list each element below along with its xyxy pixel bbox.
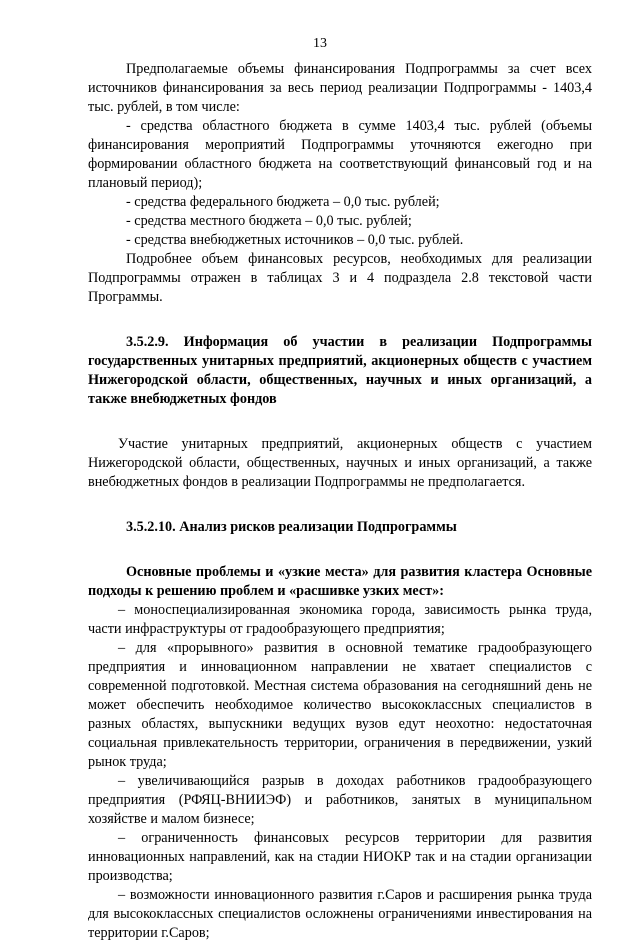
financing-item-regional: - средства областного бюджета в сумме 1403,4 тыс. рублей (объемы финансирования мероприятий Подпрограммы уточняются ежегодно при формировании областного бюджета на соответствующий финансовый год и на плановый период); — [88, 118, 592, 191]
risk-item-income-gap: – увеличивающийся разрыв в доходах работников градообразующего предприятия (РФЯЦ-ВНИИЭФ) и работников, занятых в муниципальном хозяйстве и малом бизнесе; — [88, 773, 592, 827]
financing-block — [88, 60, 592, 307]
section-participation-heading: 3.5.2.9. Информация об участии в реализации Подпрограммы государственных унитарных предприятий, акционерных обществ с участием Нижегородской области, общественных, научных и иных организаций, а также внебюджетных фондов — [88, 334, 592, 407]
financing-item-local: - средства местного бюджета – 0,0 тыс. рублей; — [126, 213, 412, 229]
risk-item-monospecialized: – моноспециализированная экономика города, зависимость рынка труда, части инфраструктуры от градообразующего предприятия; — [88, 602, 592, 637]
section-risks-subheading: Основные проблемы и «узкие места» для развития кластера Основные подходы к решению проблем и «расшивке узких мест»: — [88, 564, 592, 599]
financing-item-extrabudgetary: - средства внебюджетных источников – 0,0 тыс. рублей. — [126, 232, 464, 248]
financing-item-federal: - средства федерального бюджета – 0,0 тыс. рублей; — [126, 194, 440, 210]
section-participation-text: Участие унитарных предприятий, акционерных обществ с участием Нижегородской области, общественных, научных и иных организаций, а также внебюджетных фондов в реализации Подпрограммы не предполагается. — [88, 436, 592, 490]
page-number: 13 — [313, 36, 327, 51]
section-risks-heading: 3.5.2.10. Анализ рисков реализации Подпрограммы — [126, 519, 457, 535]
risk-item-specialists: – для «прорывного» развития в основной тематике градообразующего предприятия и инновационном направлении не хватает специалистов с современной подготовкой. Местная система образования на сегодняшний день не может обеспечить необходимое количество высококлассных специалистов в разных областях, выпускники ведущих вузов едут неохотно: недостаточная социальная привлекательность территории, ограничения в передвижении, узкий рынок труда; — [88, 640, 592, 770]
financing-intro: Предполагаемые объемы финансирования Подпрограммы за счет всех источников финансирования за весь период реализации Подпрограммы - 1403,4 тыс. рублей, в том числе: — [88, 61, 592, 115]
risk-item-financial-resources: – ограниченность финансовых ресурсов территории для развития инновационных направлений, как на стадии НИОКР так и на стадии организации производства; — [88, 830, 592, 884]
risk-item-investment-limits: – возможности инновационного развития г.Саров и расширения рынка труда для высококлассных специалистов осложнены ограничениями инвестирования на территории г.Саров; — [88, 887, 592, 941]
page-content — [88, 60, 592, 943]
risk-list — [88, 601, 592, 943]
financing-details: Подробнее объем финансовых ресурсов, необходимых для реализации Подпрограммы отражен в таблицах 3 и 4 подраздела 2.8 текстовой части Программы. — [88, 251, 592, 305]
